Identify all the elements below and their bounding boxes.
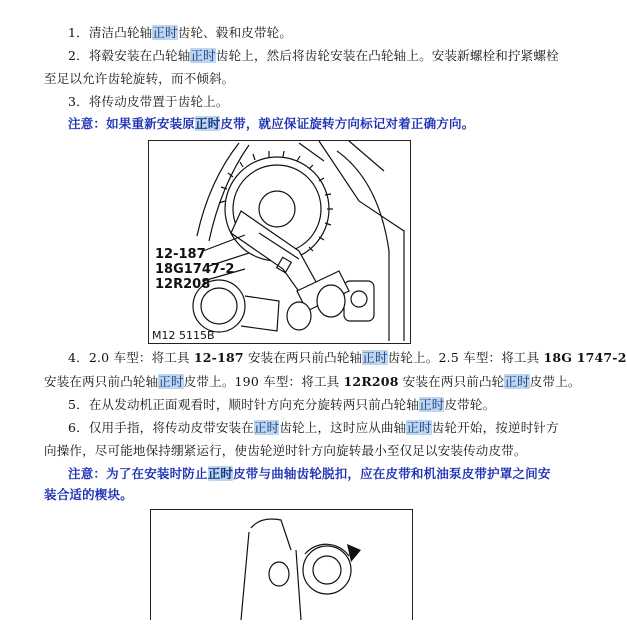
engine-part bbox=[344, 281, 374, 321]
tool-label: 12-187 bbox=[155, 247, 206, 262]
step-2-line-1: 2．将毂安装在凸轮轴正时齿轮上，然后将齿轮安装在凸轮轴上。安装新螺栓和拧紧螺栓 bbox=[68, 48, 559, 63]
engine-diagram bbox=[149, 141, 410, 343]
tool-code: 18G 1747-2 bbox=[543, 350, 627, 365]
engine-timing-tool-figure bbox=[148, 140, 411, 344]
belt-install-figure bbox=[150, 509, 413, 620]
step-6-line-2: 向操作，尽可能地保持绷紧运行，使齿轮逆时针方向旋转最小至仅足以安装传动皮带。 bbox=[44, 443, 527, 458]
tool-code: 12-187 bbox=[193, 350, 244, 365]
step-5: 5．在从发动机正面观看时，顺时针方向充分旋转两只前凸轮轴正时皮带轮。 bbox=[68, 397, 496, 412]
highlight-term: 正时 bbox=[190, 48, 216, 63]
tool-label: 18G1747-2 bbox=[155, 262, 235, 277]
note-2-line-1: 注意：为了在安装时防止正时皮带与曲轴齿轮脱扣，应在皮带和机油泵皮带护罩之间安 bbox=[68, 466, 551, 481]
tool-knob bbox=[287, 302, 311, 330]
bolt bbox=[351, 291, 367, 307]
tool-knob bbox=[317, 285, 345, 317]
crank-gear bbox=[303, 546, 351, 594]
belt-line bbox=[296, 550, 301, 620]
highlight-term: 正时 bbox=[419, 397, 445, 412]
tool-label: 12R208 bbox=[155, 277, 211, 292]
roller bbox=[269, 562, 289, 586]
belt-line bbox=[197, 143, 239, 236]
note-2-line-2: 装合适的楔块。 bbox=[44, 487, 133, 502]
step-2-line-2: 至足以允许齿轮旋转，而不倾斜。 bbox=[44, 71, 235, 86]
figure-code: M12 5115B bbox=[152, 329, 215, 342]
highlight-term: 正时 bbox=[158, 374, 184, 389]
highlight-term: 正时 bbox=[362, 350, 388, 365]
tool-code: 12R208 bbox=[343, 374, 399, 389]
step-3: 3．将传动皮带置于齿轮上。 bbox=[68, 94, 229, 109]
pulley-bracket bbox=[241, 296, 279, 331]
highlight-term: 正时 bbox=[152, 25, 178, 40]
belt-line bbox=[299, 143, 324, 161]
crank-hub bbox=[313, 556, 341, 584]
belt-line bbox=[241, 532, 249, 620]
highlight-term: 正时 bbox=[253, 420, 280, 435]
highlight-term: 正时 bbox=[195, 116, 221, 131]
pulley-inner bbox=[201, 288, 237, 324]
step-6-line-1: 6．仅用手指，将传动皮带安装在正时齿轮上，这时应从曲轴正时齿轮开始，按逆时针方 bbox=[68, 420, 559, 435]
gear-hub bbox=[259, 191, 295, 227]
note-1: 注意：如果重新安装原正时皮带，就应保证旋转方向标记对着正确方向。 bbox=[68, 116, 475, 131]
part-outline bbox=[251, 519, 291, 550]
highlight-term: 正时 bbox=[207, 466, 234, 481]
step-4-line-1: 4．2.0 车型：将工具 12-187 安装在两只前凸轮轴正时齿轮上。2.5 车型：将工具 18G 1747-2 bbox=[68, 350, 627, 365]
highlight-term: 正时 bbox=[406, 420, 432, 435]
crank-gear-diagram bbox=[151, 510, 412, 620]
highlight-term: 正时 bbox=[504, 374, 530, 389]
step-1: 1．清洁凸轮轴正时齿轮、毂和皮带轮。 bbox=[68, 25, 293, 40]
step-4-line-2: 安装在两只前凸轮轴正时皮带上。190 车型：将工具 12R208 安装在两只前凸轮正时皮带上。 bbox=[44, 374, 581, 389]
